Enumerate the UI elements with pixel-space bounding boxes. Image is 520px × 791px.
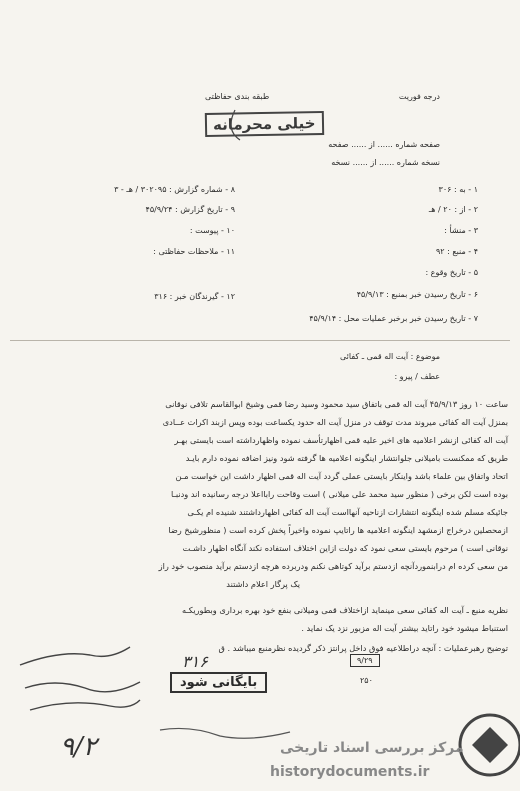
field-occurrence-date: ۵ - تاریخ وقوع : <box>425 268 478 277</box>
source-opinion-line-2: استنباط میشود خود راتاید بیشتر آیت اله مزبور نزد یک نماید . <box>301 623 508 633</box>
ops-explanation-line: توضیح رهبرعملیات : آنچه دراطلاعیه فوق داخل پرانتز ذکر گردیده نظرمنبع میباشد . ق <box>218 643 508 653</box>
field-source: ۴ - منبع : ۹۲ <box>435 247 478 256</box>
body-line-6: بوده است لکن برخی ( منظور سید محمد علی میلانی ) است وقاحت رابااعلا درجه رسانیده اند ودنبـا <box>170 489 508 499</box>
body-line-9: نوقانی است ) مرحوم بایستی سعی نمود که دولت ازاین اختلاف استفاده نکند آنگاه اظهار داشـت <box>182 543 508 553</box>
source-opinion-line: نظریه منبع ـ آیت اله کفائی سعی مینماید ازاختلاف قمی ومیلانی بنفع خود بهره برداری وبطوریکـه <box>182 605 508 615</box>
watermark-url: historydocuments.ir <box>270 764 430 780</box>
body-line-7: جائیکه مسلم شده اینگونه انتشارات ازناحیه آنهااست آیت اله کفائی اظهارداشتند شنیده ام یکـی <box>187 507 508 517</box>
box-code: ۲۵۰ <box>360 676 373 685</box>
body-line-11: یک پرگار اعلام داشتند <box>226 579 300 589</box>
field-security-notes: ۱۱ - ملاحظات حفاظتی : <box>153 247 235 256</box>
field-from: ۲ - از : ۲۰ / هـ <box>428 205 478 214</box>
body-line-4: طریق که ممکنست بامیلانی جلوانتشار اینگونه اعلامیه ها گرفته شود ونیز اضافه نموده دارم بایـد <box>185 453 508 463</box>
field-received-ops: ۷ - تاریخ رسیدن خبر برخبر عملیات محل : ۴۵/۹/۱۴ <box>309 314 478 323</box>
body-line-1: ساعت ۱۰ روز ۴۵/۹/۱۳ آیت اله قمی باتفاق سید محمود وسید رضا قمی وشیخ ابوالقاسم تلافی نوقانی <box>165 399 508 409</box>
body-line-10: من سعی کرده ام درابنموردآنچه ازدستم برآید کوتاهی نکنم ودربرده هرچه ازدستم برآید منصوب خود راز <box>158 561 508 571</box>
date-box: ۹/۲۹ <box>350 654 380 667</box>
reference-line: عطف / پیرو : <box>394 372 440 381</box>
classification-label: طبقه بندی حفاظتی <box>205 92 270 101</box>
body-line-3: آیت اله کفائی ازنشر اعلامیه های اخیر علیه قمی اظهارتأسف نموده واظهارداشته است بایستی بهـر <box>174 435 508 445</box>
handwritten-date: ۹/۲ <box>60 732 97 762</box>
field-to: ۱ - به : ۳۰۶ <box>438 185 478 194</box>
field-report-number: ۸ - شماره گزارش : ۳۰۲۰۹۵ / هـ - ۳ <box>114 185 235 194</box>
classification-stamp: خیلی محرمانه <box>205 111 324 137</box>
subject-line: موضوع : آیت اله قمی ـ کفائی <box>340 352 440 361</box>
body-line-2: بمنزل آیت اله کفائی میروند مدت توقف در منزل آیت اله حدود یکساعت بوده وپس ازبند اکرات عــادی <box>162 417 508 427</box>
field-recipients: ۱۲ - گیرندگان خبر : ۳۱۶ <box>154 292 235 301</box>
field-received-source: ۶ - تاریخ رسیدن خبر بمنبع : ۴۵/۹/۱۳ <box>356 290 478 299</box>
body-line-8: ازمحصلین درخراج ازمشهد اینگونه اعلامیه ها راتایپ نموده واخیراً پخش کرده است ( منظورشیخ رضا <box>168 525 508 535</box>
field-origin: ۳ - منشأ : <box>444 226 478 235</box>
body-line-5: اتحاد واتفاق بین علماء باشد واینکار بایستی عملی گردد آیت اله قمی اظهار داشت این خواست مـن <box>175 471 508 481</box>
archive-stamp: بایگانی شود <box>170 672 267 693</box>
archive-number: ۳۱۶ <box>182 652 208 671</box>
page-number-line: صفحه شماره ...... از ...... صفحه <box>328 140 440 149</box>
field-report-date: ۹ - تاریخ گزارش : ۴۵/۹/۲۴ <box>145 205 235 214</box>
watermark-center-name: مرکز بررسی اسناد تاریخی <box>280 740 464 756</box>
copy-number-line: نسخه شماره ...... از ...... نسخه <box>331 158 440 167</box>
urgency-label: درجه فوریت <box>398 92 440 101</box>
field-attachment: ۱۰ - پیوست : <box>189 226 235 235</box>
